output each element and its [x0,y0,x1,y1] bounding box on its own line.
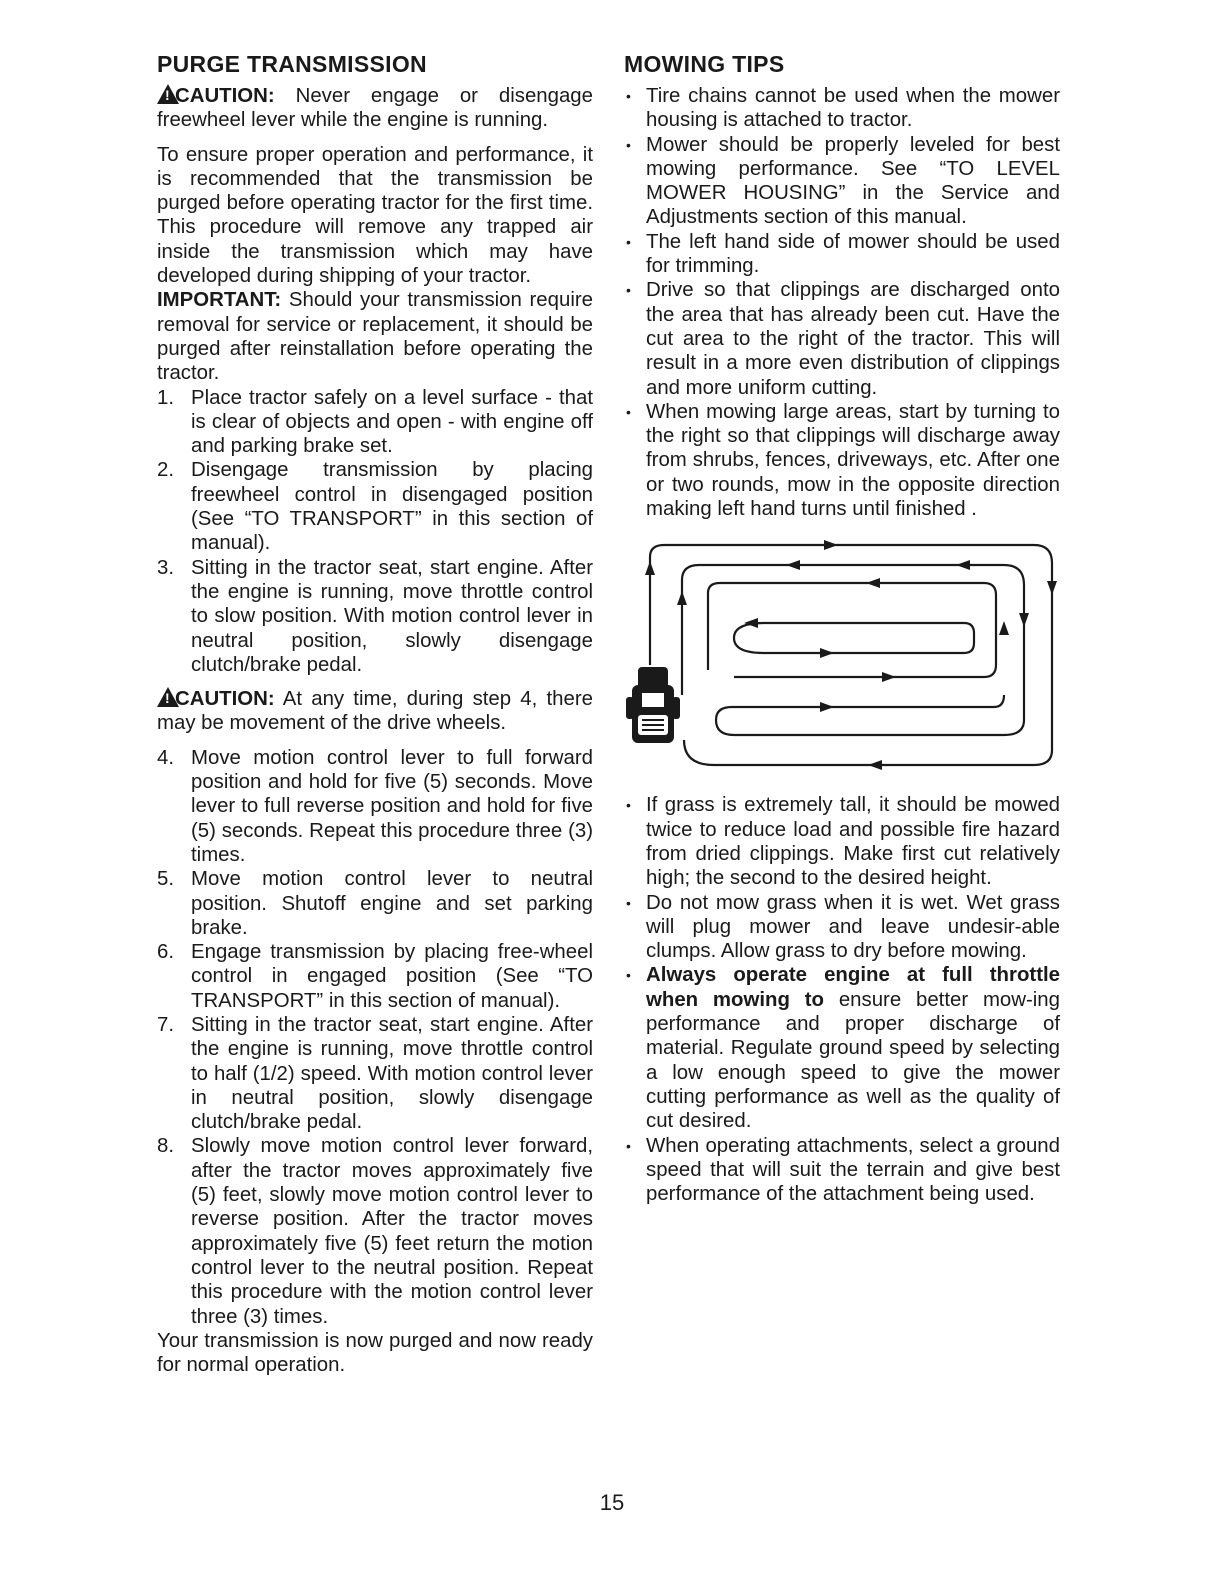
mowing-tips-list-b [624,793,1060,1206]
arrow-icon [1047,581,1057,595]
purge-transmission-column [157,50,593,1377]
arrow-icon [677,591,687,605]
caution-label: CAUTION: [175,85,275,107]
arrow-icon [1019,613,1029,627]
arrow-icon [999,621,1009,635]
arrow-icon [820,702,834,712]
tractor-icon [626,667,680,743]
purge-steps-4-8 [157,746,593,1329]
arrow-icon [820,648,834,658]
mowing-tips-heading: MOWING TIPS [624,51,785,77]
step-item: 8. Slowly move motion control lever forward, after the tractor moves approximately five (5) feet, slowly move motion control lever to reverse position. After the tractor moves approximately five (5) feet return the motion control lever to the neutral position. Repeat this procedure with the motion control lever three (3) times. [157,1135,593,1328]
tip-item: • When operating attachments, select a ground speed that will suit the terrain and give best performance of the attachment being used. [624,1134,1060,1207]
tip-item: • Drive so that clippings are discharged onto the area that has already been cut. Have the cut area to the right of the tractor. This will result in a more even distribution of clippings and more uniform cutting. [624,278,1060,399]
tip-item: • When mowing large areas, start by turning to the right so that clippings will discharge away from shrubs, fences, driveways, etc. After one or two rounds, mow in the opposite direction making left hand turns until finished . [624,400,1060,521]
tip-item: • If grass is extremely tall, it should be mowed twice to reduce load and possible fire hazard from dried clippings. Make first cut relatively high; the second to the desired height. [624,793,1060,890]
mowing-path-outer [650,545,1052,765]
closing-paragraph: Your transmission is now purged and now ready for normal operation. [157,1329,593,1377]
step-item: 7. Sitting in the tractor seat, start engine. After the engine is running, move throttle control to half (1/2) speed. With motion control lever in neutral position, slowly disengage clutch/brake pedal. [157,1013,593,1134]
tip-item: • Mower should be properly leveled for best mowing performance. See “TO LEVEL MOWER HOUSING” in the Service and Adjustments section of this manual. [624,133,1060,230]
caution-text: Never engage or disengage freewheel lever while the engine is running. [157,85,593,132]
step-item: 5. Move motion control lever to neutral position. Shutoff engine and set parking brake. [157,868,593,939]
mowing-pattern-diagram [624,535,1060,775]
mowing-tips-column [624,50,1060,1206]
page-number: 15 [599,1490,625,1515]
arrow-icon [868,760,882,770]
arrow-icon [824,540,838,550]
caution-text: At any time, during step 4, there may be movement of the drive wheels. [157,688,593,735]
mowing-path-inner [734,623,974,653]
arrow-icon [786,560,800,570]
arrow-icon [645,561,655,575]
purge-transmission-heading: PURGE TRANSMISSION [157,51,427,77]
tip-item-throttle: • Always operate engine at full throttle when mowing to ensure better mow-ing performance and proper discharge of material. Regulate ground speed by selecting a low enough speed to give the mower cutting performance as well as the quality of cut desired. [624,963,1060,1133]
arrow-icon [882,672,896,682]
tip-item: • The left hand side of mower should be used for trimming. [624,230,1060,279]
step-item: 1. Place tractor safely on a level surface - that is clear of objects and open - with engine off and parking brake set. [157,386,593,458]
important-note [157,288,593,385]
warning-triangle-icon [157,687,179,707]
tip-bold-text: Always operate engine at full throttle when mowing to [646,964,1060,1011]
important-label: IMPORTANT: [157,289,282,312]
step-item: 4. Move motion control lever to full forward position and hold for five (5) seconds. Move lever to full reverse position and hold for five (5) seconds. Repeat this procedure three (3) times. [157,746,593,866]
arrow-icon [866,578,880,588]
purge-steps-1-3 [157,386,593,678]
mowing-tips-list-a [624,84,1060,521]
arrow-icon [744,618,758,628]
intro-paragraph: To ensure proper operation and performance, it is recommended that the transmission be purged before operating tractor for the first time. This procedure will remove any trapped air inside the transmission which may have developed during shipping of your tractor. [157,143,593,288]
caution-freewheel [157,84,593,133]
arrow-icon [956,560,970,570]
caution-drive-wheels [157,687,593,736]
step-item: 3. Sitting in the tractor seat, start engine. After the engine is running, move throttle control to slow position. With motion control lever in neutral position, slowly disengage clutch/brake pedal. [157,556,593,676]
warning-triangle-icon [157,84,179,104]
tip-item: • Do not mow grass when it is wet. Wet grass will plug mower and leave undesir-able clumps. Allow grass to dry before mowing. [624,891,1060,964]
caution-label: CAUTION: [175,688,275,711]
tip-item: • Tire chains cannot be used when the mower housing is attached to tractor. [624,84,1060,133]
step-item: 6. Engage transmission by placing free-wheel control in engaged position (See “TO TRANSPORT” in this section of manual). [157,941,593,1012]
important-text: Should your transmission require removal for service or replacement, it should be purged after reinstallation before operating the tractor. [157,289,593,385]
mowing-path-third [708,583,996,677]
step-item: 2. Disengage transmission by placing freewheel control in disengaged position (See “TO TRANSPORT” in this section of manual). [157,459,593,555]
